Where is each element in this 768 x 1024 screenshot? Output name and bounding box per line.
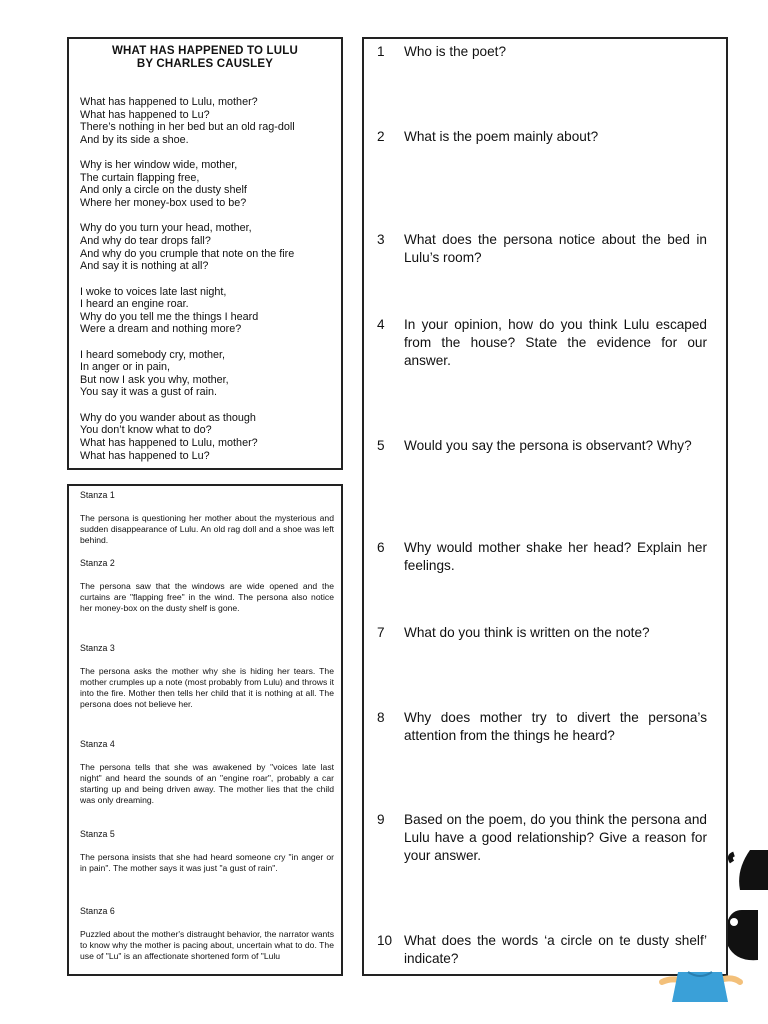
questions-panel xyxy=(362,37,728,976)
stanza-note xyxy=(80,739,334,806)
stanza-note xyxy=(80,643,334,710)
stanza-note-heading: Stanza 4 xyxy=(80,739,115,749)
poem-line: And by its side a shoe. xyxy=(80,133,189,146)
poem-line: What has happened to Lu? xyxy=(80,449,210,462)
question-number: 1 xyxy=(377,44,385,59)
question-number: 9 xyxy=(377,812,385,827)
stanza-note-text: Puzzled about the mother's distraught behavior, the narrator wants to know why the mother is pacing about, uncertain what to do. The use of "Lu" is an affectionate shortened form of "Lulu xyxy=(80,928,334,961)
stanza-note-heading: Stanza 2 xyxy=(80,558,115,568)
stanza-note-text: The persona tells that she was awakened by "voices late last night" and heard the sounds of an "engine roar", probably a car starting up and being driven away. The mother lies that the child was only dreaming. xyxy=(80,761,334,805)
poem-line: And why do tear drops fall? xyxy=(80,234,211,247)
poem-line: And why do you crumple that note on the fire xyxy=(80,247,295,260)
question-text: In your opinion, how do you think Lulu escaped from the house? State the evidence for our answer. xyxy=(404,317,707,368)
stanza-note-text: The persona saw that the windows are wide opened and the curtains are "flapping free" in the wind. The persona also notice her money-box on the dusty shelf is gone. xyxy=(80,580,334,613)
poem-body xyxy=(80,96,295,475)
poem-title xyxy=(69,45,341,71)
question-text: Why does mother try to divert the persona’s attention from the things he heard? xyxy=(404,710,707,743)
poem-panel xyxy=(67,37,343,470)
poem-line: What has happened to Lulu, mother? xyxy=(80,437,258,450)
poem-line: Why do you wander about as though xyxy=(80,411,256,424)
poem-stanza xyxy=(80,412,295,462)
stanza-note xyxy=(80,490,334,546)
stanza-note-text: The persona is questioning her mother about the mysterious and sudden disappearance of Lulu. An old rag doll and a shoe was left behind. xyxy=(80,512,334,545)
poem-stanza xyxy=(80,286,295,336)
stanza-note xyxy=(80,829,334,874)
stanza-note-heading: Stanza 6 xyxy=(80,906,115,916)
cartoon-figure-icon xyxy=(640,850,768,1010)
poem-line: Why is her window wide, mother, xyxy=(80,159,238,172)
question-text: Who is the poet? xyxy=(404,44,507,59)
poem-line: You say it was a gust of rain. xyxy=(80,386,218,399)
question-text: What is the poem mainly about? xyxy=(404,129,599,144)
poem-line: The curtain flapping free, xyxy=(80,171,200,184)
stanza-note xyxy=(80,558,334,614)
question-number: 8 xyxy=(377,710,385,725)
poem-line: Why do you tell me the things I heard xyxy=(80,310,259,323)
poem-stanza xyxy=(80,222,295,272)
stanza-notes-panel xyxy=(67,484,343,976)
poem-line: I heard an engine roar. xyxy=(80,298,189,311)
poem-line: I heard somebody cry, mother, xyxy=(80,348,226,361)
question-number: 5 xyxy=(377,438,385,453)
poem-line: What has happened to Lu? xyxy=(80,108,210,121)
poem-line: What has happened to Lulu, mother? xyxy=(80,96,258,108)
poem-stanza xyxy=(80,349,295,399)
question-number: 3 xyxy=(377,232,385,247)
poem-line: There’s nothing in her bed but an old rag-doll xyxy=(80,121,295,134)
question-number: 7 xyxy=(377,625,385,640)
question-number: 10 xyxy=(377,933,393,948)
question-number: 4 xyxy=(377,317,385,332)
poem-line: But now I ask you why, mother, xyxy=(80,373,229,386)
stanza-note xyxy=(80,906,334,962)
poem-stanza xyxy=(80,96,295,146)
poem-line: In anger or in pain, xyxy=(80,361,171,374)
question-text: Would you say the persona is observant? Why? xyxy=(404,438,692,453)
poem-line: Were a dream and nothing more? xyxy=(80,323,242,336)
poem-title-line: WHAT HAS HAPPENED TO LULU xyxy=(111,45,299,57)
question-text: Why would mother shake her head? Explain her feelings. xyxy=(404,540,707,573)
stanza-note-text: The persona asks the mother why she is hiding her tears. The mother crumples up a note (most probably from Lulu) and throws it into the fire. Mother then tells her child that it is nothing at all. The persona does not believe her. xyxy=(80,665,334,709)
poem-line: And say it is nothing at all? xyxy=(80,260,209,273)
poem-line: I woke to voices late last night, xyxy=(80,285,227,298)
poem-line: And only a circle on the dusty shelf xyxy=(80,184,247,197)
stanza-note-text: The persona insists that she had heard someone cry "in anger or in pain". The mother says it was just "a gust of rain". xyxy=(80,851,334,873)
question-text: What does the words ‘a circle on te dusty shelf’ indicate? xyxy=(404,933,707,966)
question-text: Based on the poem, do you think the persona and Lulu have a good relationship? Give a reason for your answer. xyxy=(404,812,707,863)
poem-line: Why do you turn your head, mother, xyxy=(80,222,252,235)
poem-stanza xyxy=(80,159,295,209)
stanza-note-heading: Stanza 5 xyxy=(80,829,115,839)
stanza-note-heading: Stanza 3 xyxy=(80,643,115,653)
stanza-note-heading: Stanza 1 xyxy=(80,490,115,500)
poem-author-line: BY CHARLES CAUSLEY xyxy=(136,58,274,70)
question-number: 6 xyxy=(377,540,385,555)
question-number: 2 xyxy=(377,129,385,144)
poem-line: You don’t know what to do? xyxy=(80,424,212,437)
question-text: What does the persona notice about the bed in Lulu’s room? xyxy=(404,232,707,265)
poem-line: Where her money-box used to be? xyxy=(80,196,247,209)
question-text: What do you think is written on the note? xyxy=(404,625,650,640)
